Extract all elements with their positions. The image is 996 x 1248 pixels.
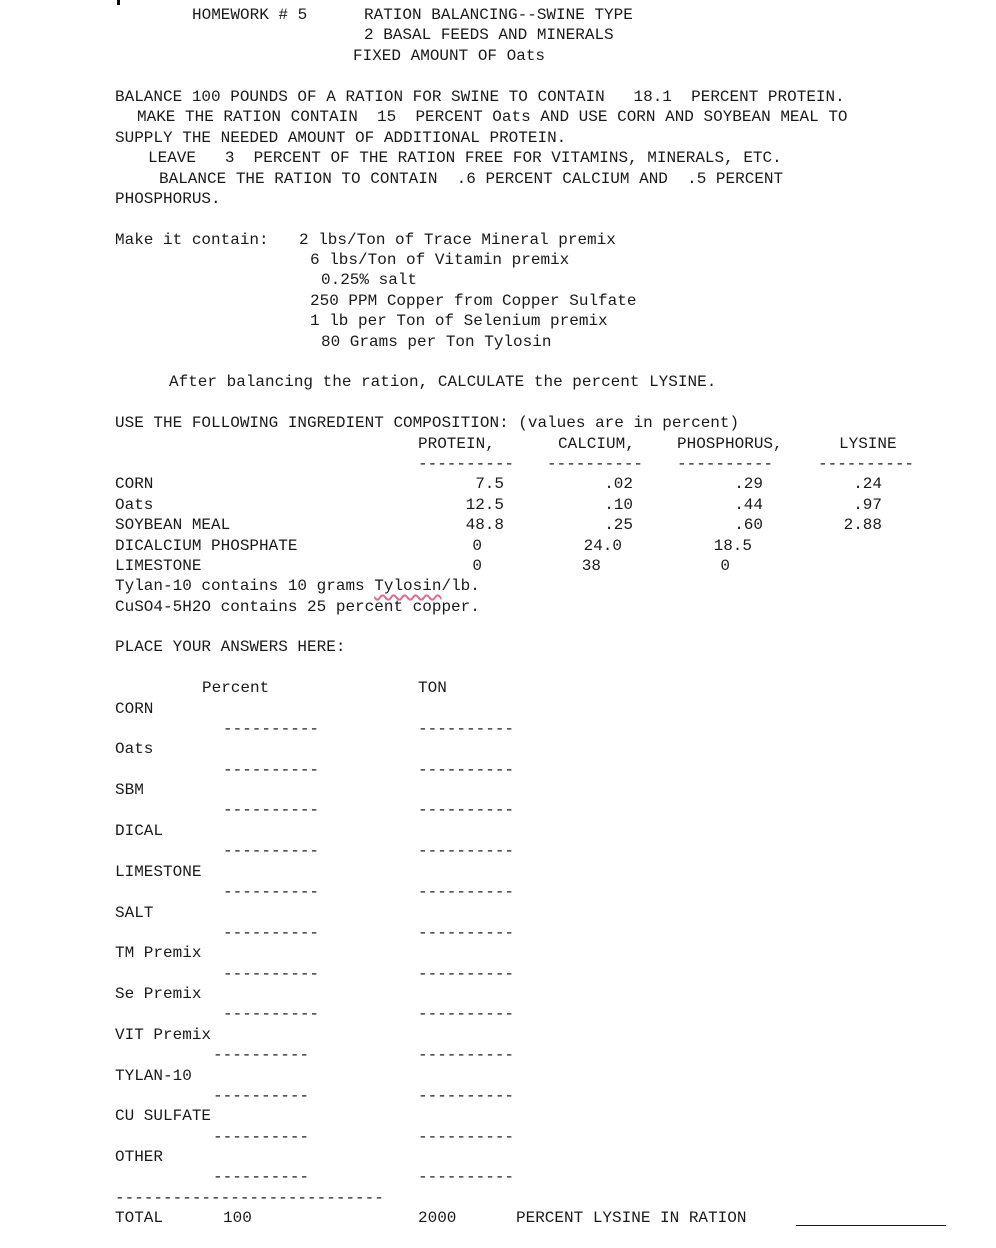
value-calcium: 38 [581, 557, 601, 575]
answer-blank-ton[interactable]: ---------- [418, 1128, 515, 1146]
value-protein: 7.5 [475, 475, 504, 493]
header-protein: PROTEIN, [418, 435, 495, 453]
contain-item: 6 lbs/Ton of Vitamin premix [310, 251, 570, 269]
value-calcium: .25 [604, 516, 633, 534]
answer-blank-ton[interactable]: ---------- [418, 761, 515, 779]
contain-item: 250 PPM Copper from Copper Sulfate [310, 292, 637, 310]
answer-blank-ton[interactable]: ---------- [418, 1168, 515, 1186]
value-phosphorus: .60 [734, 516, 763, 534]
answer-label: OTHER [115, 1148, 164, 1166]
free-percent: 3 [224, 149, 235, 167]
answer-blank-ton[interactable]: ---------- [418, 883, 515, 901]
instruction-balance: BALANCE 100 POUNDS OF A RATION FOR SWINE TO CONTAIN 18.1 PERCENT PROTEIN. [115, 88, 845, 106]
value-protein: 48.8 [465, 516, 504, 534]
answer-label: SBM [115, 781, 144, 799]
answer-blank-percent[interactable]: ---------- [223, 883, 320, 901]
total-ton: 2000 [418, 1209, 457, 1227]
lysine-answer-blank[interactable] [796, 1225, 946, 1226]
total-percent: 100 [223, 1209, 252, 1227]
cuso4-note: CuSO4-5H2O contains 25 percent copper. [115, 598, 480, 616]
oats-percent: 15 [377, 108, 397, 126]
answer-blank-percent[interactable]: ---------- [223, 924, 320, 942]
value-lysine: .24 [853, 475, 882, 493]
value-calcium: .02 [604, 475, 633, 493]
header-rule: ---------- [818, 455, 915, 473]
ingredient-name: Oats [115, 496, 154, 514]
answer-label: Oats [115, 740, 154, 758]
answer-blank-percent[interactable]: ---------- [223, 801, 320, 819]
answer-blank-ton[interactable]: ---------- [418, 924, 515, 942]
instruction-phosphorus: PHOSPHORUS. [115, 190, 221, 208]
answer-blank-percent[interactable]: ---------- [223, 761, 320, 779]
answer-label: DICAL [115, 822, 164, 840]
ingredient-name: CORN [115, 475, 154, 493]
answer-blank-ton[interactable]: ---------- [418, 801, 515, 819]
answer-label: CORN [115, 700, 154, 718]
title-line-1: RATION BALANCING--SWINE TYPE [364, 6, 633, 24]
instruction-protein-supply: SUPPLY THE NEEDED AMOUNT OF ADDITIONAL PROTEIN. [115, 129, 567, 147]
answer-blank-ton[interactable]: ---------- [418, 842, 515, 860]
value-calcium: .10 [604, 496, 633, 514]
contain-item: 1 lb per Ton of Selenium premix [310, 312, 608, 330]
answer-blank-ton[interactable]: ---------- [418, 720, 515, 738]
value-lysine: .97 [853, 496, 882, 514]
lysine-answer-label: PERCENT LYSINE IN RATION [516, 1209, 747, 1227]
column-percent: Percent [202, 679, 270, 697]
contain-item: 2 lbs/Ton of Trace Mineral premix [299, 231, 616, 249]
contain-item: 80 Grams per Ton Tylosin [321, 333, 552, 351]
total-label: TOTAL [115, 1209, 164, 1227]
answer-label: TM Premix [115, 944, 202, 962]
answer-blank-percent[interactable]: ---------- [213, 1087, 310, 1105]
answer-blank-percent[interactable]: ---------- [223, 720, 320, 738]
value-phosphorus: 18.5 [713, 537, 752, 555]
answer-blank-ton[interactable]: ---------- [418, 1005, 515, 1023]
total-rule: ---------------------------- [115, 1189, 384, 1207]
homework-number: HOMEWORK # 5 [192, 6, 308, 24]
calcium-target: .6 [456, 170, 476, 188]
header-phosphorus: PHOSPHORUS, [677, 435, 783, 453]
header-rule: ---------- [677, 455, 774, 473]
answer-blank-percent[interactable]: ---------- [223, 842, 320, 860]
value-protein: 12.5 [465, 496, 504, 514]
answers-heading: PLACE YOUR ANSWERS HERE: [115, 638, 346, 656]
ingredient-name: LIMESTONE [115, 557, 202, 575]
phosphorus-target: .5 [687, 170, 707, 188]
instruction-leave: LEAVE 3 PERCENT OF THE RATION FREE FOR VITAMINS, MINERALS, ETC. [148, 149, 782, 167]
answer-label: VIT Premix [115, 1026, 212, 1044]
title-line-2: 2 BASAL FEEDS AND MINERALS [364, 26, 614, 44]
header-rule: ---------- [418, 455, 515, 473]
protein-target: 18.1 [633, 88, 672, 106]
value-phosphorus: .44 [734, 496, 763, 514]
instruction-calcium-phosphorus: BALANCE THE RATION TO CONTAIN .6 PERCENT CALCIUM AND .5 PERCENT [159, 170, 784, 188]
value-lysine: 2.88 [843, 516, 882, 534]
lysine-instruction: After balancing the ration, CALCULATE the percent LYSINE. [169, 373, 717, 391]
answer-blank-percent[interactable]: ---------- [223, 965, 320, 983]
answer-label: Se Premix [115, 985, 202, 1003]
answer-blank-ton[interactable]: ---------- [418, 1087, 515, 1105]
title-line-3: FIXED AMOUNT OF Oats [353, 47, 546, 65]
header-calcium: CALCIUM, [558, 435, 635, 453]
answer-blank-ton[interactable]: ---------- [418, 965, 515, 983]
answer-blank-percent[interactable]: ---------- [213, 1128, 310, 1146]
answer-blank-percent[interactable]: ---------- [213, 1168, 310, 1186]
instruction-oats: MAKE THE RATION CONTAIN 15 PERCENT Oats AND USE CORN AND SOYBEAN MEAL TO [137, 108, 848, 126]
answer-blank-percent[interactable]: ---------- [213, 1046, 310, 1064]
answer-blank-ton[interactable]: ---------- [418, 1046, 515, 1064]
answer-blank-percent[interactable]: ---------- [223, 1005, 320, 1023]
contain-item: 0.25% salt [321, 271, 418, 289]
spellcheck-word: Tylosin [374, 577, 442, 595]
answer-label: CU SULFATE [115, 1107, 212, 1125]
answer-label: TYLAN-10 [115, 1067, 192, 1085]
ingredient-name: DICALCIUM PHOSPHATE [115, 537, 298, 555]
value-protein: 0 [472, 537, 482, 555]
answer-label: SALT [115, 904, 154, 922]
contain-label: Make it contain: [115, 231, 269, 249]
ingredient-name: SOYBEAN MEAL [115, 516, 231, 534]
column-ton: TON [418, 679, 447, 697]
value-protein: 0 [472, 557, 482, 575]
answer-label: LIMESTONE [115, 863, 202, 881]
header-lysine: LYSINE [839, 435, 897, 453]
header-rule: ---------- [547, 455, 644, 473]
value-calcium: 24.0 [583, 537, 622, 555]
text-cursor [117, 0, 120, 5]
composition-intro: USE THE FOLLOWING INGREDIENT COMPOSITION: (values are in percent) [115, 414, 740, 432]
value-phosphorus: 0 [720, 557, 730, 575]
value-phosphorus: .29 [734, 475, 763, 493]
tylan-note: Tylan-10 contains 10 grams Tylosin/lb. [115, 577, 480, 595]
